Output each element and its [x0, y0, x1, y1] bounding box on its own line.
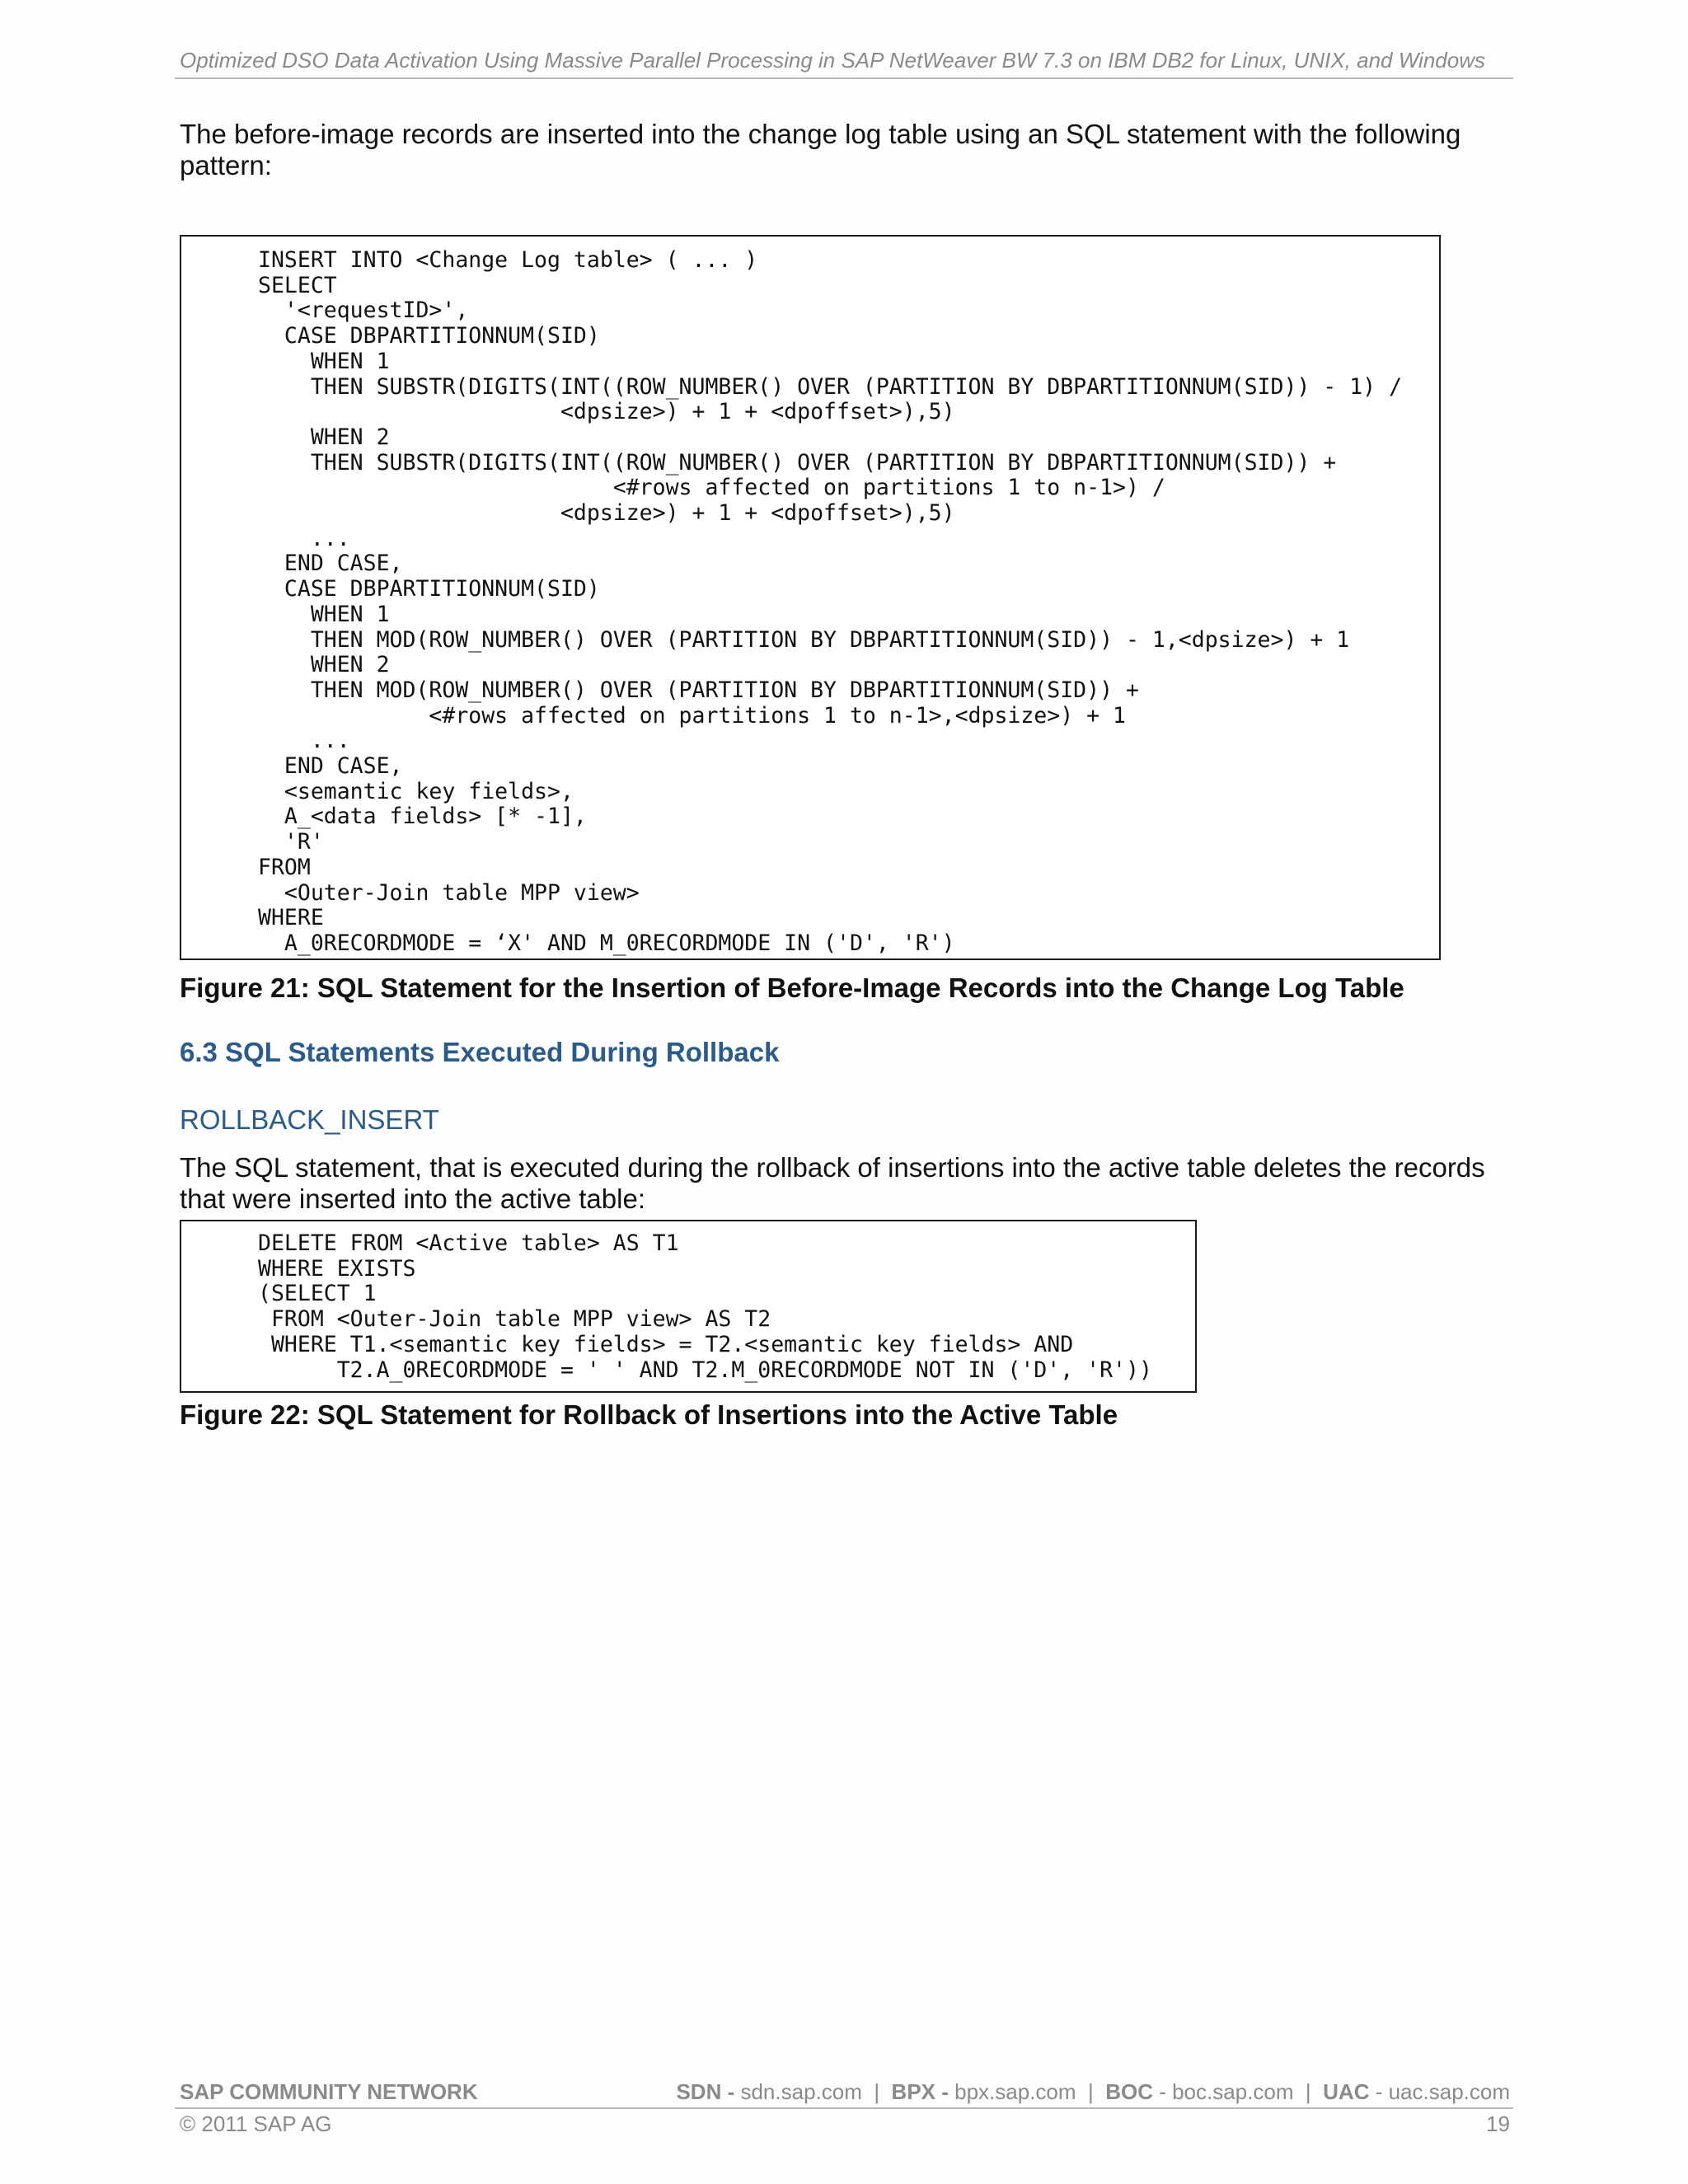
figure-22-caption: Figure 22: SQL Statement for Rollback of Insertions into the Active Table	[180, 1399, 1118, 1430]
figure-21-caption: Figure 21: SQL Statement for the Insertion of Before-Image Records into the Change Log Table	[180, 972, 1404, 1003]
code-text-rollback-insert: DELETE FROM <Active table> AS T1 WHERE EXISTS (SELECT 1 FROM <Outer-Join table MPP view> AS T2 WHERE T1.<semantic key fields> = T2.<semantic key fields> AND T2.A_0RECORDMODE = ' ' AND T2.M_0RECORDMODE NOT IN ('D', 'R'))	[258, 1230, 1152, 1383]
footer-links	[676, 2079, 1510, 2105]
running-header: Optimized DSO Data Activation Using Massive Parallel Processing in SAP NetWeaver BW 7.3 on IBM DB2 for Linux, UNIX, and Windows	[180, 48, 1485, 73]
footer-bpx-label: BPX -	[891, 2079, 949, 2104]
subsection-heading: ROLLBACK_INSERT	[180, 1104, 439, 1135]
code-block-rollback-insert	[180, 1220, 1197, 1393]
footer-bpx-link[interactable]: bpx.sap.com	[948, 2079, 1076, 2104]
footer-separator: |	[861, 2079, 892, 2104]
section-heading: 6.3 SQL Statements Executed During Rollback	[180, 1037, 780, 1067]
footer-separator: |	[1076, 2079, 1106, 2104]
footer-sdn-label: SDN -	[676, 2079, 735, 2104]
footer-network: SAP COMMUNITY NETWORK	[180, 2079, 478, 2104]
rollback-paragraph: The SQL statement, that is executed during the rollback of insertions into the active table deletes the records that were inserted into the active table:	[180, 1152, 1485, 1214]
intro-paragraph: The before-image records are inserted into the change log table using an SQL statement with the following pattern:	[180, 119, 1461, 180]
page-number: 19	[1486, 2111, 1510, 2136]
footer-copyright: © 2011 SAP AG	[180, 2111, 332, 2136]
footer-divider	[175, 2107, 1513, 2109]
footer-uac-label: UAC	[1323, 2079, 1370, 2104]
code-block-insert-change-log	[180, 235, 1441, 960]
footer-uac-link[interactable]: - uac.sap.com	[1369, 2079, 1510, 2104]
footer-sdn-link[interactable]: sdn.sap.com	[734, 2079, 862, 2104]
footer-boc-label: BOC	[1105, 2079, 1153, 2104]
code-text-insert-change-log: INSERT INTO <Change Log table> ( ... ) SELECT '<requestID>', CASE DBPARTITIONNUM(SID) WHEN 1 THEN SUBSTR(DIGITS(INT((ROW_NUMBER() OVER (PARTITION BY DBPARTITIONNUM(SID)) - 1) / <dpsize>) + 1 + <dpoffset>),5) WHEN 2 THEN SUBSTR(DIGITS(INT((ROW_NUMBER() OVER (PARTITION BY DBPARTITIONNUM(SID)) + <#rows affected on partitions 1 to n-1>) / <dpsize>) + 1 + <dpoffset>),5) ... END CASE, CASE DBPARTITIONNUM(SID) WHEN 1 THEN MOD(ROW_NUMBER() OVER (PARTITION BY DBPARTITIONNUM(SID)) - 1,<dpsize>) + 1 WHEN 2 THEN MOD(ROW_NUMBER() OVER (PARTITION BY DBPARTITIONNUM(SID)) + <#rows affected on partitions 1 to n-1>,<dpsize>) + 1 ... END CASE, <semantic key fields>, A_<data fields> [* -1], 'R' FROM <Outer-Join table MPP view> WHERE A_0RECORDMODE = ‘X' AND M_0RECORDMODE IN ('D', 'R')	[258, 247, 1403, 956]
header-divider	[175, 77, 1513, 79]
footer-separator: |	[1293, 2079, 1324, 2104]
footer-boc-link[interactable]: - boc.sap.com	[1152, 2079, 1294, 2104]
